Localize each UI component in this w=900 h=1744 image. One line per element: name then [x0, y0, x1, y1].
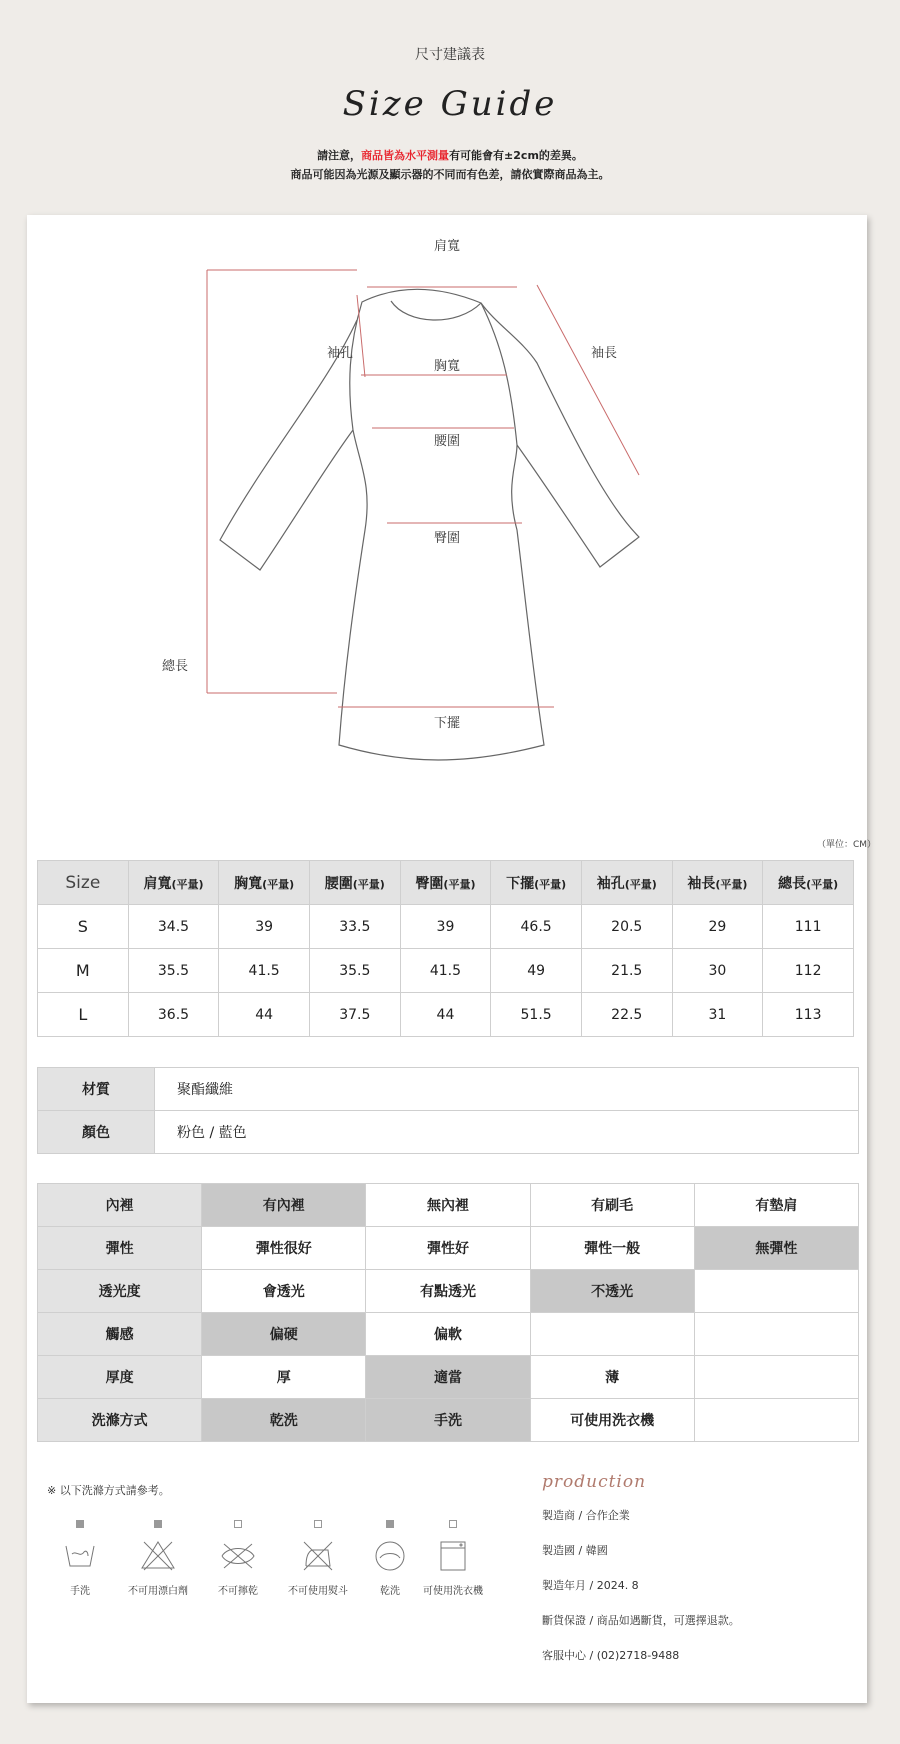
wash-label: 可使用洗衣機: [423, 1586, 483, 1597]
material-row: [38, 1068, 859, 1111]
feature-option: 薄: [530, 1356, 694, 1399]
wash-checkbox: [234, 1520, 242, 1528]
feature-label: 洗滌方式: [38, 1399, 202, 1442]
header-label: 袖孔: [596, 875, 625, 892]
header-suffix: (平量): [806, 877, 839, 891]
header-label: 胸寬: [234, 875, 263, 892]
feature-option: 手洗: [366, 1399, 530, 1442]
unit-note: （單位：CM）: [817, 840, 877, 850]
size-cell: 44: [219, 993, 310, 1037]
no-iron-icon: [300, 1538, 336, 1574]
wash-label: 不可使用熨斗: [288, 1586, 348, 1597]
wash-item: [200, 1520, 276, 1597]
size-cell: S: [38, 905, 129, 949]
size-cell: 35.5: [309, 949, 400, 993]
size-cell: 34.5: [128, 905, 219, 949]
header-label: 總長: [778, 875, 807, 892]
wash-item: [62, 1520, 98, 1597]
size-header-cell: [672, 861, 763, 905]
production-line: 斷貨保證 / 商品如遇斷貨，可選擇退款。: [542, 1614, 740, 1627]
feature-label: 觸感: [38, 1313, 202, 1356]
size-cell: 30: [672, 949, 763, 993]
size-header-cell: [491, 861, 582, 905]
feature-option: 厚: [202, 1356, 366, 1399]
feature-option: [530, 1313, 694, 1356]
size-cell: 20.5: [581, 905, 672, 949]
label-length: 總長: [161, 659, 189, 674]
feature-row: [38, 1270, 859, 1313]
feature-label: 厚度: [38, 1356, 202, 1399]
wash-label: 不可擰乾: [218, 1586, 258, 1597]
size-guide-title: Size Guide: [342, 84, 558, 124]
size-cell: 35.5: [128, 949, 219, 993]
header-label: 臀圍: [415, 875, 444, 892]
dress-diagram: [27, 215, 867, 815]
size-cell: 49: [491, 949, 582, 993]
label-shoulder: 肩寬: [433, 239, 461, 254]
dry-clean-icon: [372, 1538, 408, 1574]
material-value: 聚酯纖維: [155, 1068, 859, 1111]
feature-row: [38, 1227, 859, 1270]
header-suffix: (平量): [624, 877, 657, 891]
note-pre: 請注意，: [317, 149, 362, 162]
feature-row: [38, 1184, 859, 1227]
size-row-s: [38, 905, 854, 949]
feature-option: 彈性好: [366, 1227, 530, 1270]
size-header-cell: [400, 861, 491, 905]
wash-note: ※ 以下洗滌方式請參考。: [47, 1484, 170, 1497]
production-line: 客服中心 / (02)2718-9488: [542, 1649, 680, 1662]
color-value: 粉色 / 藍色: [155, 1111, 859, 1154]
production-line: 製造年月 / 2024. 8: [542, 1579, 639, 1592]
measurement-note: [0, 147, 900, 163]
header-suffix: (平量): [262, 877, 295, 891]
size-cell: 36.5: [128, 993, 219, 1037]
size-card: [27, 215, 877, 1703]
size-cell: 39: [219, 905, 310, 949]
wash-label: 乾洗: [380, 1586, 400, 1597]
size-header-cell: [581, 861, 672, 905]
features-table: [37, 1183, 859, 1442]
wash-item: [415, 1520, 491, 1597]
feature-option: 有刷毛: [530, 1184, 694, 1227]
label-hem: 下擺: [433, 716, 461, 731]
feature-option: [694, 1270, 858, 1313]
label-waist: 腰圍: [433, 434, 461, 449]
size-table: [37, 860, 854, 1037]
size-cell: 51.5: [491, 993, 582, 1037]
size-cell: 29: [672, 905, 763, 949]
feature-option: 有墊肩: [694, 1184, 858, 1227]
feature-option: 有點透光: [366, 1270, 530, 1313]
header-suffix: (平量): [715, 877, 748, 891]
material-label: 材質: [38, 1068, 155, 1111]
feature-option: 無彈性: [694, 1227, 858, 1270]
feature-row: [38, 1356, 859, 1399]
size-guide-small-title: 尺寸建議表: [415, 47, 485, 63]
size-header-cell: [128, 861, 219, 905]
feature-option: 可使用洗衣機: [530, 1399, 694, 1442]
size-cell: 22.5: [581, 993, 672, 1037]
feature-label: 內裡: [38, 1184, 202, 1227]
size-row-m: [38, 949, 854, 993]
header-suffix: (平量): [352, 877, 385, 891]
header-suffix: (平量): [171, 877, 204, 891]
feature-option: [694, 1313, 858, 1356]
label-chest: 胸寬: [433, 359, 461, 374]
wash-checkbox: [76, 1520, 84, 1528]
size-header-cell: [763, 861, 854, 905]
size-cell: 113: [763, 993, 854, 1037]
production-title: production: [542, 1472, 647, 1492]
feature-option: [694, 1356, 858, 1399]
size-table-header: [38, 861, 854, 905]
feature-option: 偏軟: [366, 1313, 530, 1356]
size-cell: 46.5: [491, 905, 582, 949]
size-header-cell: [219, 861, 310, 905]
wash-item: [280, 1520, 356, 1597]
feature-option: 有內裡: [202, 1184, 366, 1227]
hand-wash-icon: [62, 1538, 98, 1574]
size-cell: 44: [400, 993, 491, 1037]
color-note: 商品可能因為光源及顯示器的不同而有色差，請依實際商品為主。: [290, 168, 610, 181]
feature-option: 彈性一般: [530, 1227, 694, 1270]
feature-option: 彈性很好: [202, 1227, 366, 1270]
feature-option: [694, 1399, 858, 1442]
header-label: 袖長: [687, 875, 716, 892]
wash-label: 手洗: [70, 1586, 90, 1597]
note-post: 有可能會有±2cm的差異。: [449, 149, 583, 162]
size-cell: 37.5: [309, 993, 400, 1037]
feature-option: 不透光: [530, 1270, 694, 1313]
material-table: [37, 1067, 859, 1154]
size-cell: 112: [763, 949, 854, 993]
feature-option: 會透光: [202, 1270, 366, 1313]
production-line: 製造商 / 合作企業: [542, 1509, 630, 1522]
feature-label: 透光度: [38, 1270, 202, 1313]
size-cell: M: [38, 949, 129, 993]
header-label: 腰圍: [324, 875, 353, 892]
header-suffix: (平量): [443, 877, 476, 891]
feature-row: [38, 1313, 859, 1356]
size-header-cell: [309, 861, 400, 905]
color-row: [38, 1111, 859, 1154]
feature-row: [38, 1399, 859, 1442]
features-body: [38, 1184, 859, 1442]
note-highlight: 商品皆為水平測量: [361, 149, 450, 162]
header-label: 下擺: [506, 875, 535, 892]
label-hip: 臀圍: [433, 531, 461, 546]
header-suffix: (平量): [534, 877, 567, 891]
label-sleeve: 袖長: [590, 346, 618, 361]
wash-checkbox: [449, 1520, 457, 1528]
wash-checkbox: [154, 1520, 162, 1528]
wash-checkbox: [314, 1520, 322, 1528]
feature-option: 適當: [366, 1356, 530, 1399]
size-cell: 111: [763, 905, 854, 949]
feature-option: 無內裡: [366, 1184, 530, 1227]
size-cell: 39: [400, 905, 491, 949]
size-cell: 31: [672, 993, 763, 1037]
size-cell: 33.5: [309, 905, 400, 949]
no-bleach-icon: [140, 1538, 176, 1574]
label-armhole: 袖孔: [326, 346, 354, 361]
size-cell: 41.5: [400, 949, 491, 993]
size-header-cell: Size: [38, 861, 129, 905]
size-cell: L: [38, 993, 129, 1037]
color-label: 顏色: [38, 1111, 155, 1154]
wash-checkbox: [386, 1520, 394, 1528]
feature-label: 彈性: [38, 1227, 202, 1270]
header-label: 肩寬: [143, 875, 172, 892]
feature-option: 乾洗: [202, 1399, 366, 1442]
wash-label: 不可用漂白劑: [128, 1586, 188, 1597]
production-line: 製造國 / 韓國: [542, 1544, 608, 1557]
size-cell: 21.5: [581, 949, 672, 993]
machine-wash-icon: [435, 1538, 471, 1574]
size-row-l: [38, 993, 854, 1037]
no-wring-icon: [220, 1538, 256, 1574]
size-cell: 41.5: [219, 949, 310, 993]
wash-item: [120, 1520, 196, 1597]
feature-option: 偏硬: [202, 1313, 366, 1356]
